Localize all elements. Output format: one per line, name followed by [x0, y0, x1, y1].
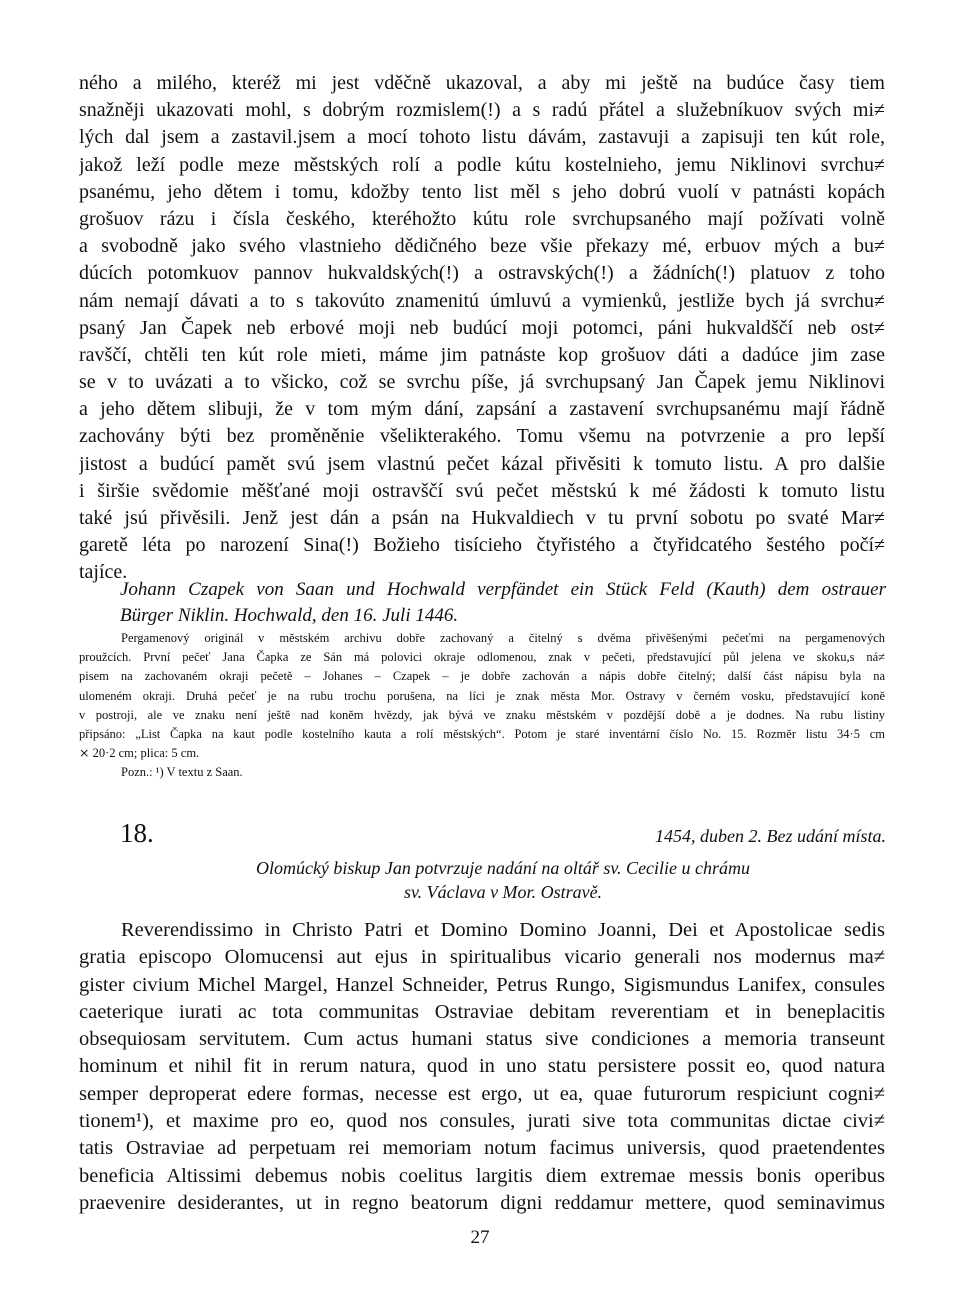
- text-line: jistost a budúcí pamět svú jsem vlastnú pečet kázal přivěsiti k tomuto listu. A pro dalšie: [79, 452, 885, 475]
- note-line: připsáno: „List Čapka na kaut podle kostelního kauta a rolí městských“. Potom je staré inventární číslo No. 15. Rozměr listu 34·5 cm: [79, 726, 885, 741]
- archival-note: [79, 629, 885, 783]
- text-line: tionem¹), et maxime pro eo, quod nos consules, jurati sive tota communitas dictae civi≠: [79, 1110, 885, 1133]
- latin-charter-text: [79, 917, 885, 1217]
- text-line: a svobodně jako svého vlastnieho dědičného beze všie překazy mé, erbuov mých a bu≠: [79, 235, 885, 258]
- text-line: gratia episcopo Olomucensi aut ejus in spiritualibus vicario generali nos modernus ma≠: [79, 946, 885, 969]
- regest-line: Olomúcký biskup Jan potvrzuje nadání na oltář sv. Cecilie u chrámu: [255, 858, 751, 878]
- text-line: caeterique iurati ac tota communitas Ostraviae debitam reverentiam et in beneplacitis: [79, 1000, 885, 1023]
- text-line: obsequiosam servitutem. Cum actus humani status sive condiciones a memoria transeunt: [79, 1028, 885, 1051]
- czech-regest: [120, 856, 886, 904]
- note-line: ulomeném okraji. Druhá pečeť je na rubu trochu porušena, na líci je znak města Mor. Ostravy v černém vosku, představující koně: [79, 688, 885, 703]
- regest-line: Bürger Niklin. Hochwald, den 16. Juli 1446.: [120, 605, 459, 626]
- text-line: a jeho dětem slibuji, že v tom mým dání, zapsání a zastavení svrchupsanému mají řádně: [79, 398, 885, 421]
- page-number: 27: [470, 1227, 490, 1248]
- document-number: 18.: [120, 818, 154, 848]
- note-line: Pergamenový originál v městském archivu dobře zachovaný a čitelný s dvěma přivěšenými pečeťmi na pergamenových: [121, 631, 885, 645]
- text-line: grošuov rázu i čísla českého, kteréhožto kútu role svrchupsaného mají požívati volně: [79, 207, 885, 230]
- text-line: hominum et nihil fit in rerum natura, quod in uno statu persistere possit eo, quod natura: [79, 1055, 885, 1078]
- text-line: psaný Jan Čapek neb erbové moji neb budúcí moji potomci, páni hukvaldščí neb ost≠: [79, 316, 885, 339]
- german-regest: [120, 577, 886, 629]
- text-line: gister civium Michel Margel, Hanzel Schneider, Petrus Rungo, Sigismundus Lanifex, consules: [79, 973, 885, 996]
- text-line: garetě léta po narození Sina(!) Božieho tisícieho čtyřistého a čtyřidcatého šestého počí≠: [79, 534, 885, 557]
- text-line: snažněji ukazovati mohl, s dobrým rozmislem(!) a s radú přátel a služebníkuov svých mi≠: [79, 99, 885, 122]
- footnote-line: Pozn.: ¹) V textu z Saan.: [121, 765, 243, 780]
- text-line: Reverendissimo in Christo Patri et Domino Domino Joanni, Dei et Apostolicae sedis: [121, 919, 885, 941]
- regest-line: sv. Václava v Mor. Ostravě.: [403, 882, 603, 902]
- document-date: 1454, duben 2. Bez udání místa.: [655, 826, 886, 846]
- text-line: tatis Ostraviae ad perpetuam rei memoriam notum facimus universis, quod praetendentes: [79, 1137, 885, 1160]
- text-line: ného a milého, kteréž mi jest vděčně ukazoval, a aby mi ještě na budúce časy tiem: [79, 72, 885, 94]
- text-line: i širšie svědomie měšťané moji ostravščí svú pečet městskú k mé žádosti k tomuto listu: [79, 479, 885, 502]
- text-line: tajíce.: [79, 561, 128, 584]
- text-line: ravščí, chtěli ten kút role mieti, máme jim patnáste kop grošuov dáti a dadúce jim zase: [79, 343, 885, 366]
- text-line: také jsú přivěsili. Jenž jest dán a psán na Hukvaldiech v tu první sobotu po svaté Mar≠: [79, 507, 885, 529]
- note-line: ⨯ 20·2 cm; plica: 5 cm.: [79, 746, 200, 761]
- text-line: semper deproperat edere formas, necesse est ergo, ut ea, quae futurorum respiciunt cogni≠: [79, 1082, 885, 1105]
- text-line: psanému, jeho dětem i tomu, kdožby tento list měl s jeho dobrú vuolí v patnásti kopách: [79, 180, 885, 203]
- text-line: jakož leží podle meze městských rolí a podle kútu kostelnieho, jemu Niklinovi svrchu≠: [79, 153, 885, 176]
- note-line: pisem na zachovaném okraji pečetě – Johanes – Czapek – je dobře zachován a nápis dobře čitelný; další část nápisu byla na: [79, 669, 885, 684]
- text-line: zachovány býti bez proměněnie všelikterakého. Tomu všemu na potvrzenie a pro lepší: [79, 425, 885, 448]
- text-line: nám nemají dávati a to s takovúto znamenitú úmluvú a vymienků, jestliže bych já svrchu≠: [79, 289, 885, 312]
- note-line: proužcích. První pečeť Jana Čapka ze Sán má polovici okraje odlomenou, znak v pečeti, představující půl jelena ve skoku,s ná≠: [79, 650, 885, 665]
- regest-line: Johann Czapek von Saan und Hochwald verpfändet ein Stück Feld (Kauth) dem ostrauer: [120, 579, 886, 600]
- text-line: lých dal jsem a zastavil.jsem a mocí tohoto listu dávám, zastavuji a zapisuji ten kút role,: [79, 126, 885, 149]
- note-line: v postroji, ale ve znaku není ještě nad koněm hvězdy, jak bývá ve znaku městském v pozdější době a je dodnes. Na rubu listiny: [79, 707, 885, 722]
- czech-charter-text: [79, 70, 885, 587]
- text-line: beneficia Altissimi debemus nobis coelitus largitis diem extremae messis bonis operibus: [79, 1164, 885, 1187]
- text-line: dúcích potomkuov pannov hukvaldských(!) a ostravských(!) a žádních(!) platuov z toho: [79, 262, 885, 285]
- text-line: praevenire desiderantes, ut in regno beatorum digni reddamur mettere, quod seminavimus: [79, 1191, 885, 1214]
- text-line: se v to uvázati a to všicko, což se svrchu píše, já svrchupsaný Jan Čapek jemu Niklinovi: [79, 371, 885, 394]
